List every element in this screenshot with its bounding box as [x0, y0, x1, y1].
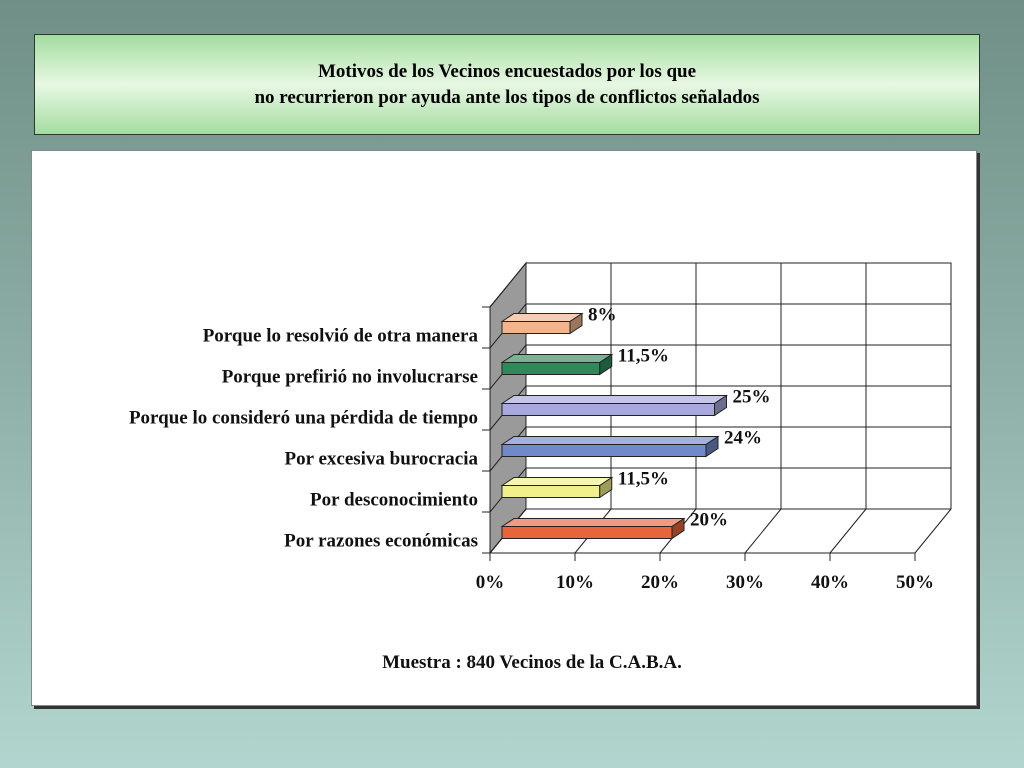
- grid-line-floor: [830, 509, 866, 553]
- bar-top: [502, 437, 718, 445]
- bar: [502, 363, 600, 375]
- bar: [502, 527, 672, 539]
- x-tick-label: 20%: [641, 572, 679, 593]
- category-label: Porque prefirió no involucrarse: [221, 366, 478, 388]
- bar-value-label: 24%: [724, 427, 762, 449]
- title-line-1: Motivos de los Vecinos encuestados por los que: [317, 60, 697, 82]
- bar-top: [502, 519, 684, 527]
- bar-value-label: 8%: [588, 304, 617, 326]
- grid-line-floor: [745, 509, 781, 553]
- bar-value-label: 25%: [732, 386, 771, 408]
- x-tick-label: 30%: [726, 572, 764, 593]
- bar: [502, 404, 715, 416]
- category-label: Por razones económicas: [284, 530, 478, 552]
- x-tick-label: 0%: [475, 572, 505, 593]
- bar-value-label: 11,5%: [617, 468, 669, 490]
- sample-caption: Muestra : 840 Vecinos de la C.A.B.A.: [382, 652, 682, 673]
- bar-top: [502, 314, 582, 322]
- title-line-2: no recurrieron por ayuda ante los tipos de conflictos señalados: [254, 86, 760, 108]
- category-label: Por desconocimiento: [310, 489, 478, 511]
- category-label: Porque lo resolvió de otra manera: [202, 325, 478, 347]
- bar: [502, 486, 600, 498]
- category-label: Por excesiva burocracia: [284, 448, 478, 470]
- category-label: Porque lo consideró una pérdida de tiempo: [128, 407, 478, 429]
- x-tick-label: 40%: [811, 572, 849, 593]
- bar-value-label: 20%: [690, 509, 728, 531]
- x-tick-label: 50%: [896, 572, 934, 593]
- bar-top: [502, 355, 612, 363]
- grid-line-floor: [915, 509, 951, 553]
- x-tick-label: 10%: [556, 572, 594, 593]
- bar: [502, 322, 570, 334]
- bar-top: [502, 396, 727, 404]
- bar: [502, 445, 706, 457]
- bar-value-label: 11,5%: [617, 345, 669, 367]
- bar-top: [502, 478, 612, 486]
